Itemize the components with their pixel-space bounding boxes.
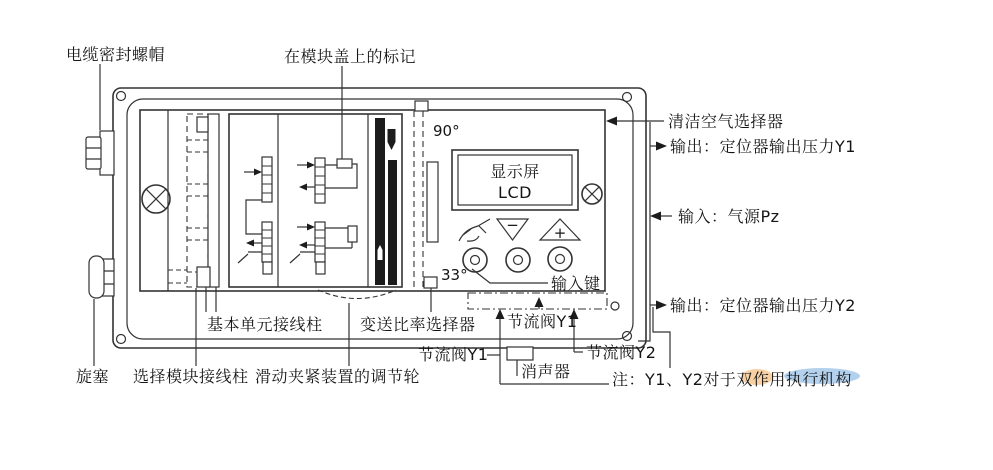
- label-input-keys: 输入键: [551, 274, 601, 293]
- label-cover-mark: 在模块盖上的标记: [284, 47, 417, 66]
- left-arrow-icon: [650, 212, 661, 221]
- label-output-y2: 输出：定位器输出压力Y2: [670, 296, 856, 315]
- right-arrow-icon: [656, 142, 667, 151]
- drain-plug: [89, 256, 114, 298]
- resistor: [348, 226, 357, 242]
- label-throttle-y2: 节流阀Y2: [586, 343, 657, 362]
- label-note: 注：Y1、Y2对于双作用执行机构: [612, 370, 852, 389]
- plus-key-label: +: [553, 224, 567, 242]
- label-clean-air: 清洁空气选择器: [668, 112, 784, 131]
- clamp-slide-bar: [427, 162, 438, 242]
- lcd-title: 显示屏: [490, 162, 540, 181]
- label-muffler: 消声器: [521, 362, 571, 381]
- plug-cap: [89, 256, 104, 298]
- label-output-y1: 输出：定位器输出压力Y1: [670, 137, 856, 156]
- selector-cap-top: [415, 101, 428, 111]
- basic-strip-body: [208, 114, 219, 287]
- label-throttle-y1-outer: 节流阀Y1: [418, 345, 489, 364]
- lcd-display: [452, 150, 578, 210]
- label-ratio-selector: 变送比率选择器: [360, 315, 476, 334]
- basic-strip-notch-top: [197, 117, 208, 132]
- lcd-type: LCD: [498, 183, 532, 202]
- label-angle-33: 33°: [441, 266, 468, 284]
- label-clamp-wheel: 滑动夹紧装置的调节轮: [255, 367, 421, 386]
- cover-mark: [337, 159, 352, 168]
- input-pz-leader: [650, 212, 672, 221]
- label-plug: 旋塞: [76, 367, 110, 386]
- cable-gland-body: [100, 131, 114, 175]
- electronics-module: [229, 114, 402, 287]
- output-y1-leader: [650, 142, 667, 151]
- minus-key-label: −: [506, 216, 519, 234]
- label-module-terminals: 选择模块接线柱: [133, 367, 249, 386]
- label-basic-terminals: 基本单元接线柱: [207, 315, 323, 334]
- muffler-box: [507, 347, 533, 360]
- basic-strip-notch-bottom: [197, 267, 210, 287]
- label-angle-90: 90°: [433, 122, 460, 140]
- right-arrow-icon: [656, 301, 667, 310]
- cable-gland-cap: [86, 137, 101, 169]
- label-throttle-y1-inner: 节流阀Y1: [507, 312, 578, 331]
- label-input-pz: 输入：气源Pz: [678, 207, 780, 226]
- cable-gland: [86, 131, 114, 175]
- label-cable-gland: 电缆密封螺帽: [66, 45, 166, 64]
- selector-cap-bottom: [424, 277, 437, 288]
